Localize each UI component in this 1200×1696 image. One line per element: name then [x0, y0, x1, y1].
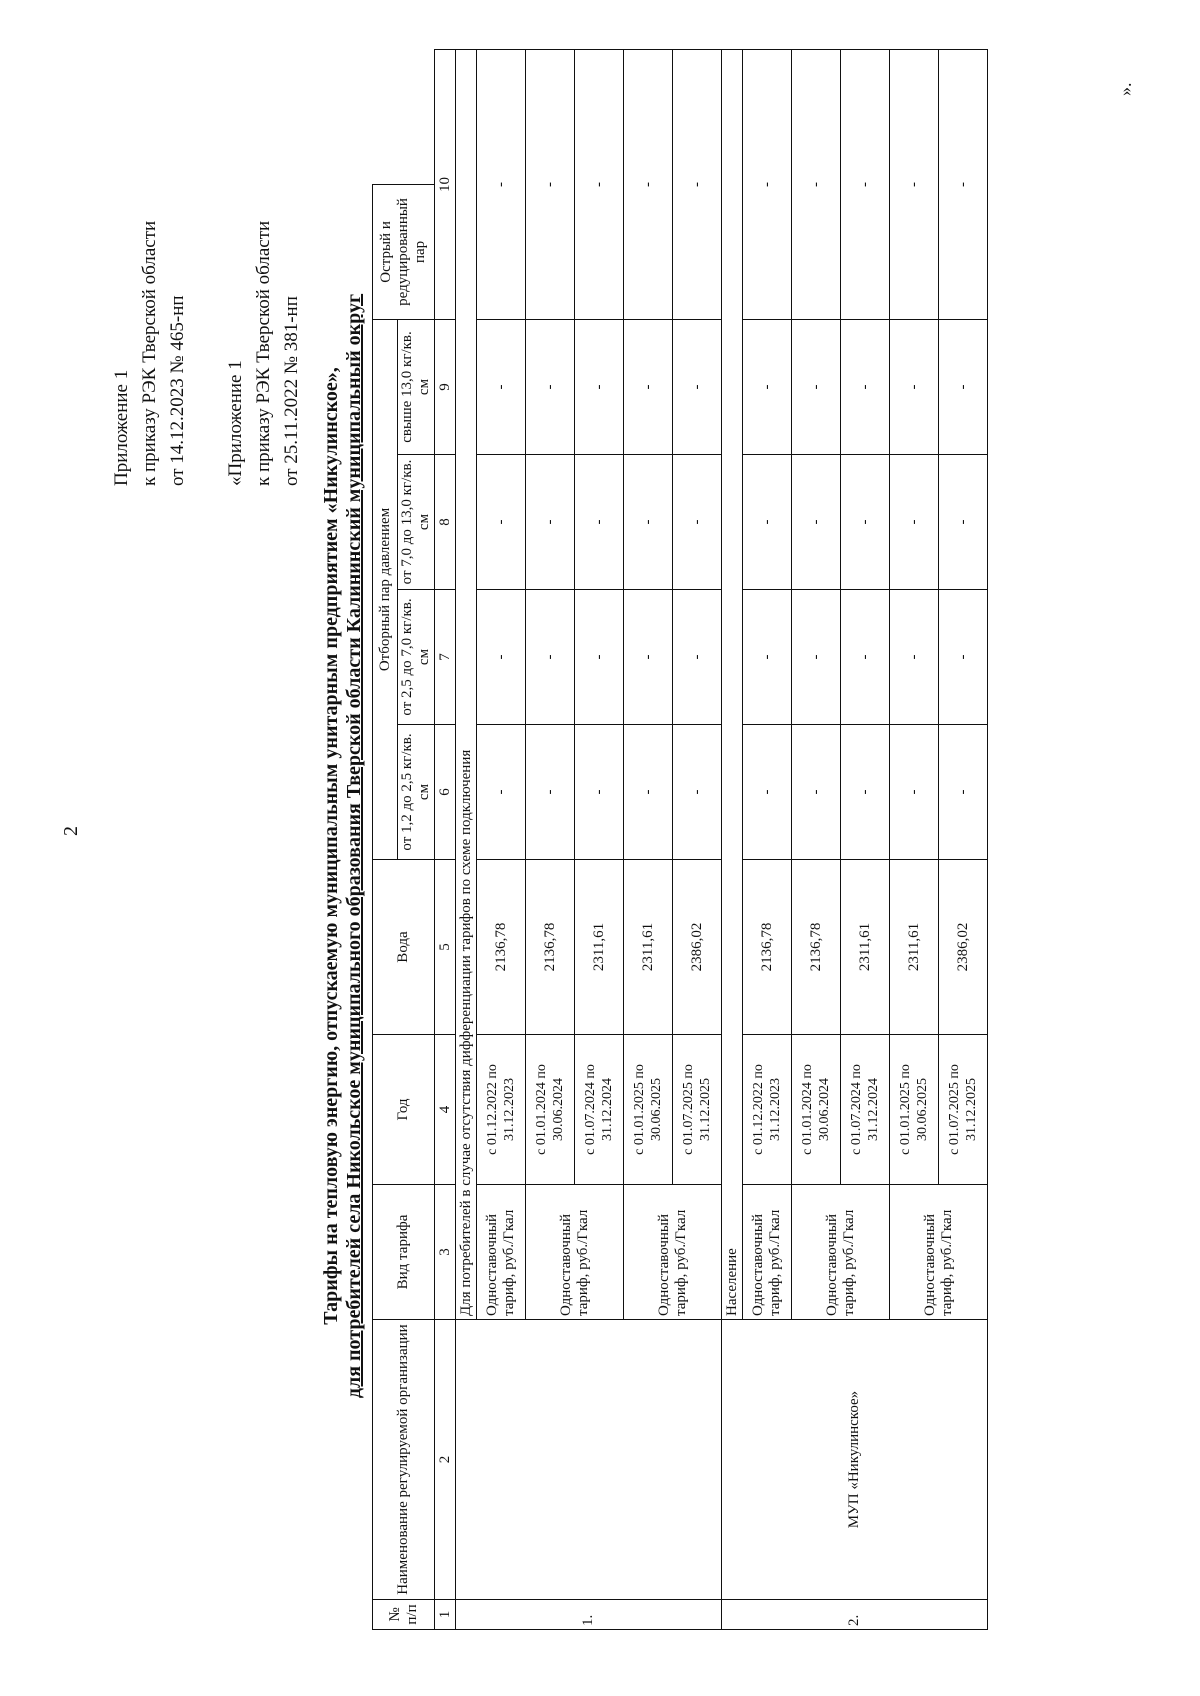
steam-p4: -	[939, 319, 988, 454]
steam-p3: -	[792, 455, 841, 590]
steam-p4: -	[526, 319, 575, 454]
closing-mark: ».	[1115, 82, 1135, 96]
section-row	[722, 49, 743, 1629]
water-tariff: 2136,78	[477, 860, 526, 1035]
water-tariff: 2136,78	[526, 860, 575, 1035]
title-line-2: для потребителей села Никольское муниципального образования Тверской области Калининский муниципальный округ	[343, 293, 365, 1399]
annex-label: Приложение 1	[111, 369, 132, 486]
period: с 01.12.2022 по 31.12.2023	[477, 1035, 526, 1185]
steam-p1: -	[792, 725, 841, 860]
sharp-steam: -	[939, 49, 988, 319]
steam-p1: -	[526, 725, 575, 860]
steam-p3: -	[624, 455, 673, 590]
tariff-type: Одноставочный тариф, руб./Гкал	[743, 1185, 792, 1320]
steam-p2: -	[673, 590, 722, 725]
header-p4: свыше 13,0 кг/кв. см	[398, 319, 435, 454]
period: с 01.07.2025 по 31.12.2025	[939, 1035, 988, 1185]
sharp-steam: -	[841, 49, 890, 319]
tariff-type: Одноставочный тариф, руб./Гкал	[477, 1185, 526, 1320]
steam-p2: -	[841, 590, 890, 725]
approval-block	[108, 221, 306, 486]
section-row	[456, 49, 477, 1629]
col-number: 9	[435, 319, 456, 454]
page-number: 2	[60, 826, 82, 836]
sharp-steam: -	[890, 49, 939, 319]
steam-p3: -	[575, 455, 624, 590]
sharp-steam: -	[743, 49, 792, 319]
tariff-type: Одноставочный тариф, руб./Гкал	[526, 1185, 624, 1320]
steam-p4: -	[890, 319, 939, 454]
prev-order-label: к приказу РЭК Тверской области	[253, 220, 274, 486]
steam-p2: -	[575, 590, 624, 725]
steam-p2: -	[939, 590, 988, 725]
org-cell-top	[456, 1320, 722, 1600]
title-line-1: Тарифы на тепловую энергию, отпускаемую муниципальным унитарным предприятием «Никулинское»,	[320, 367, 342, 1325]
sharp-steam: -	[673, 49, 722, 319]
col-number: 8	[435, 455, 456, 590]
col-number: 5	[435, 860, 456, 1035]
steam-p3: -	[743, 455, 792, 590]
section-title: Население	[722, 49, 743, 1319]
col-number: 4	[435, 1035, 456, 1185]
col-number: 1	[435, 1600, 456, 1630]
period: с 01.07.2024 по 31.12.2024	[841, 1035, 890, 1185]
period: с 01.01.2024 по 30.06.2024	[526, 1035, 575, 1185]
order-label: к приказу РЭК Тверской области	[139, 220, 160, 486]
period: с 01.12.2022 по 31.12.2023	[743, 1035, 792, 1185]
water-tariff: 2386,02	[673, 860, 722, 1035]
period: с 01.01.2024 по 30.06.2024	[792, 1035, 841, 1185]
header-p3: от 7,0 до 13,0 кг/кв. см	[398, 455, 435, 590]
steam-p1: -	[575, 725, 624, 860]
steam-p2: -	[743, 590, 792, 725]
header-sharp-steam: Острый и редуцированный пар	[373, 184, 435, 319]
header-year: Год	[373, 1035, 435, 1185]
steam-p4: -	[673, 319, 722, 454]
steam-p2: -	[890, 590, 939, 725]
steam-p4: -	[477, 319, 526, 454]
steam-p2: -	[624, 590, 673, 725]
period: с 01.01.2025 по 30.06.2025	[890, 1035, 939, 1185]
sharp-steam: -	[792, 49, 841, 319]
steam-p1: -	[841, 725, 890, 860]
water-tariff: 2311,61	[624, 860, 673, 1035]
water-tariff: 2136,78	[743, 860, 792, 1035]
section-title: Для потребителей в случае отсутствия дифференциации тарифов по схеме подключения	[456, 49, 477, 1319]
steam-p3: -	[841, 455, 890, 590]
header-water: Вода	[373, 860, 435, 1035]
tariff-type: Одноставочный тариф, руб./Гкал	[792, 1185, 890, 1320]
prev-annex-label: «Приложение 1	[225, 360, 246, 486]
order-date: от 14.12.2023 № 465-нп	[167, 295, 188, 486]
steam-p3: -	[673, 455, 722, 590]
document-title	[320, 66, 366, 1626]
tariff-type: Одноставочный тариф, руб./Гкал	[624, 1185, 722, 1320]
water-tariff: 2311,61	[890, 860, 939, 1035]
header-p2: от 2,5 до 7,0 кг/кв. см	[398, 590, 435, 725]
org-name: МУП «Никулинское»	[722, 1320, 988, 1600]
sharp-steam: -	[526, 49, 575, 319]
steam-p4: -	[841, 319, 890, 454]
water-tariff: 2311,61	[841, 860, 890, 1035]
steam-p1: -	[477, 725, 526, 860]
section-number: 2.	[722, 1600, 988, 1630]
sharp-steam: -	[575, 49, 624, 319]
header-type: Вид тарифа	[373, 1185, 435, 1320]
steam-p2: -	[477, 590, 526, 725]
water-tariff: 2136,78	[792, 860, 841, 1035]
section-number: 1.	[456, 1600, 722, 1630]
water-tariff: 2386,02	[939, 860, 988, 1035]
prev-order-date: от 25.11.2022 № 381-нп	[281, 296, 302, 486]
water-tariff: 2311,61	[575, 860, 624, 1035]
steam-p4: -	[743, 319, 792, 454]
steam-p4: -	[575, 319, 624, 454]
header-org: Наименование регулируемой организации	[373, 1320, 435, 1600]
header-num: № п/п	[373, 1600, 435, 1630]
header-steam-group: Отборный пар давлением	[373, 319, 398, 859]
col-number: 7	[435, 590, 456, 725]
header-p1: от 1,2 до 2,5 кг/кв. см	[398, 725, 435, 860]
col-number: 3	[435, 1185, 456, 1320]
period: с 01.07.2025 по 31.12.2025	[673, 1035, 722, 1185]
steam-p3: -	[477, 455, 526, 590]
steam-p3: -	[890, 455, 939, 590]
steam-p4: -	[624, 319, 673, 454]
steam-p1: -	[939, 725, 988, 860]
col-number: 2	[435, 1320, 456, 1600]
steam-p1: -	[624, 725, 673, 860]
column-number-row	[435, 49, 456, 1629]
steam-p1: -	[673, 725, 722, 860]
steam-p2: -	[792, 590, 841, 725]
tariff-table	[372, 49, 988, 1630]
sharp-steam: -	[477, 49, 526, 319]
sharp-steam: -	[624, 49, 673, 319]
steam-p3: -	[526, 455, 575, 590]
col-number: 10	[435, 49, 456, 319]
period: с 01.01.2025 по 30.06.2025	[624, 1035, 673, 1185]
steam-p1: -	[743, 725, 792, 860]
tariff-type: Одноставочный тариф, руб./Гкал	[890, 1185, 988, 1320]
steam-p2: -	[526, 590, 575, 725]
period: с 01.07.2024 по 31.12.2024	[575, 1035, 624, 1185]
steam-p3: -	[939, 455, 988, 590]
col-number: 6	[435, 725, 456, 860]
steam-p1: -	[890, 725, 939, 860]
steam-p4: -	[792, 319, 841, 454]
